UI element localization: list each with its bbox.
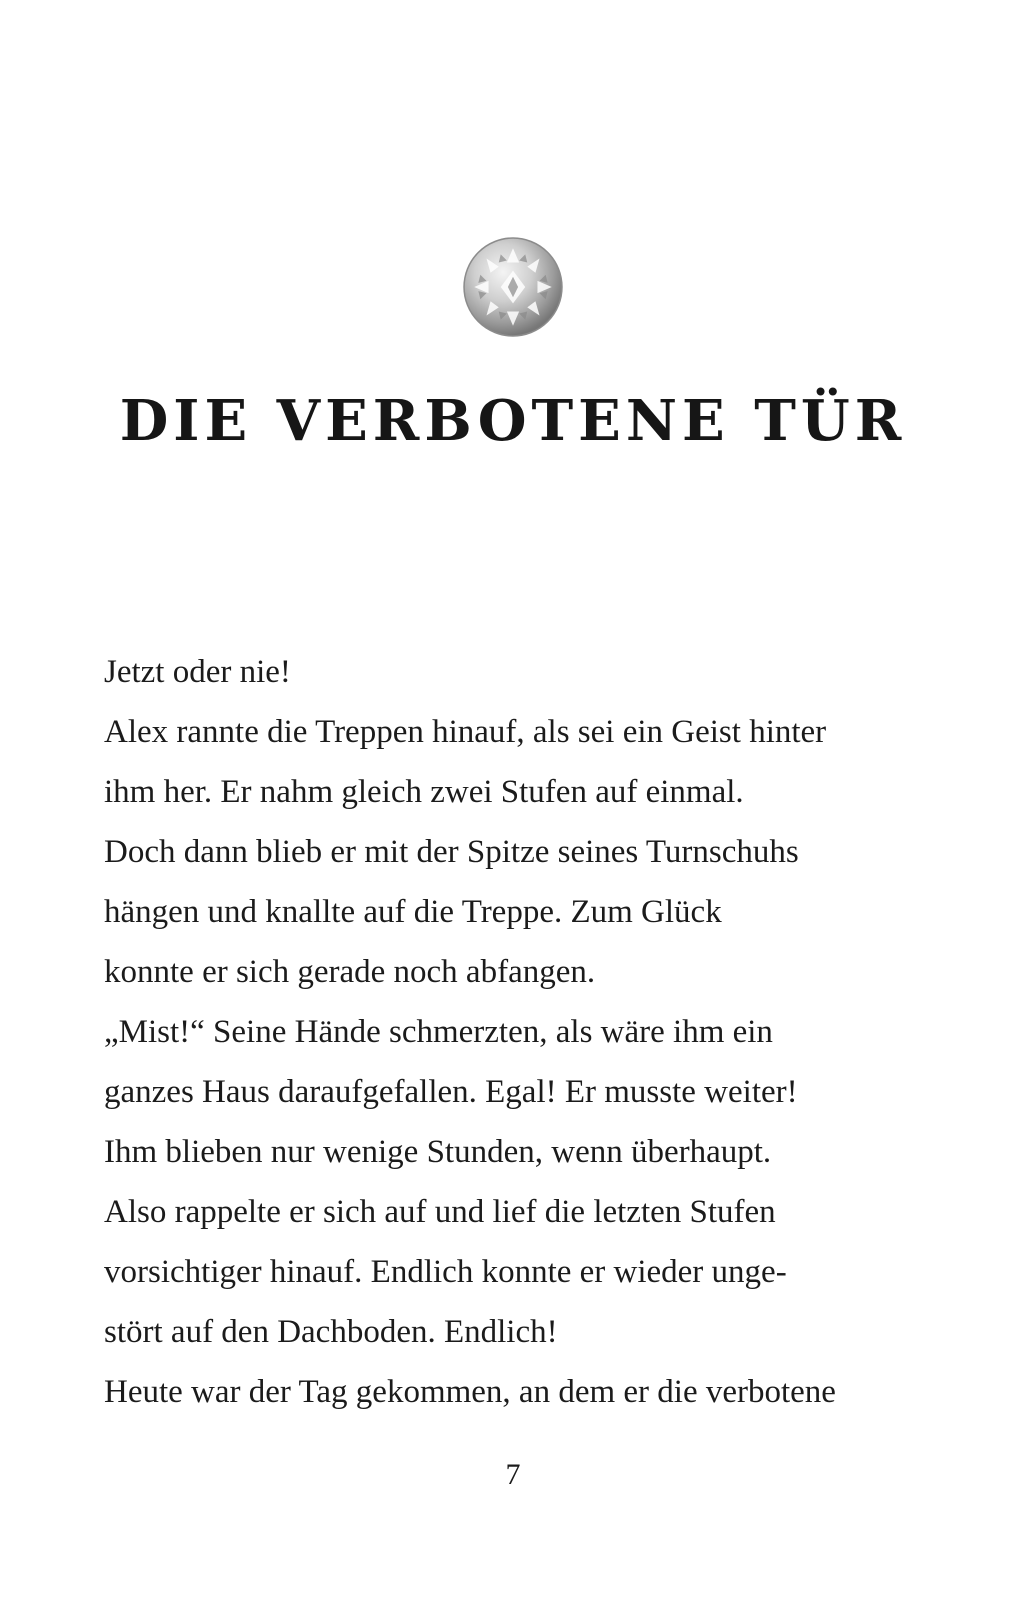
text-line: ihm her. Er nahm gleich zwei Stufen auf einmal. (104, 774, 744, 810)
text-line: konnte er sich gerade noch abfangen. (104, 954, 596, 990)
chapter-title: DIE VERBOTENE TÜR (119, 388, 907, 454)
ornate-orb-icon (462, 236, 564, 338)
body-text (104, 642, 954, 1422)
text-line: ganzes Haus daraufgefallen. Egal! Er musste weiter! (104, 1074, 798, 1110)
text-line: stört auf den Dachboden. Endlich! (104, 1314, 558, 1350)
text-line: Also rappelte er sich auf und lief die letzten Stufen (104, 1194, 776, 1230)
text-line: Alex rannte die Treppen hinauf, als sei ein Geist hinter (104, 714, 827, 750)
page-number: 7 (505, 1458, 521, 1491)
text-line: hängen und knallte auf die Treppe. Zum Glück (104, 894, 722, 930)
text-line: Doch dann blieb er mit der Spitze seines Turnschuhs (104, 834, 799, 870)
text-line: vorsichtiger hinauf. Endlich konnte er wieder unge- (104, 1254, 787, 1290)
text-line: Ihm blieben nur wenige Stunden, wenn überhaupt. (104, 1134, 772, 1170)
text-line: Heute war der Tag gekommen, an dem er die verbotene (104, 1374, 836, 1410)
text-line: „Mist!“ Seine Hände schmerzten, als wäre ihm ein (104, 1014, 773, 1050)
text-line: Jetzt oder nie! (104, 654, 291, 690)
